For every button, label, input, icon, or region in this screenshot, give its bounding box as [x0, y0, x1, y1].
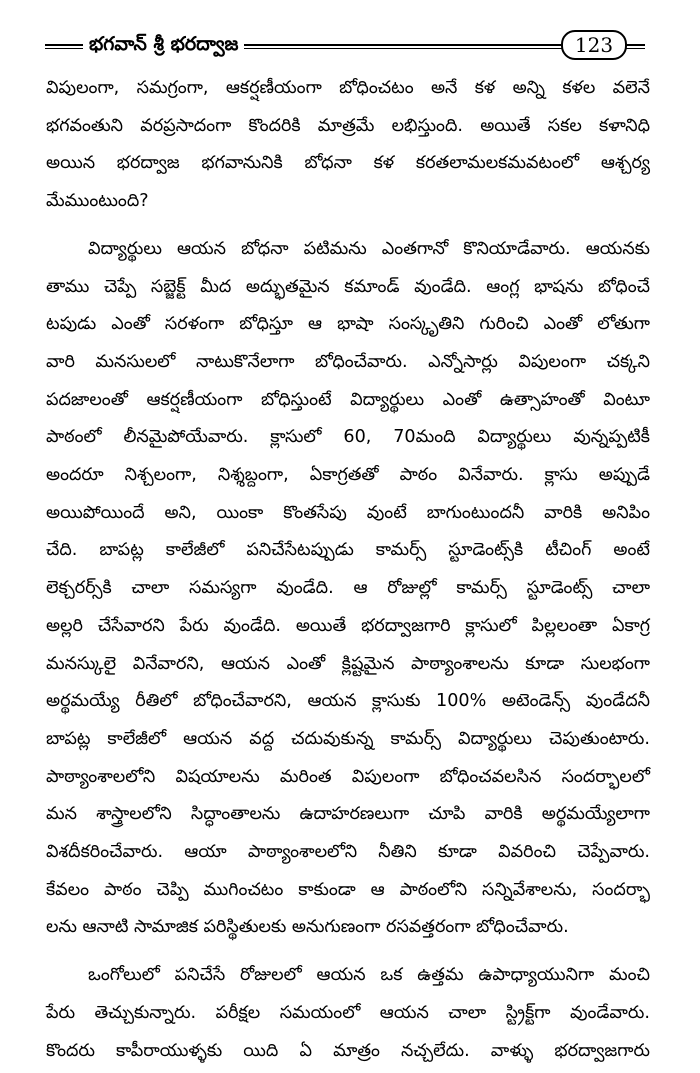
text-line: తాము చెప్పే సబ్జెక్ట్ మీద అద్భుతమైన కమాండ్ వుండేది. ఆంగ్ల భాషను బోధించే	[46, 276, 650, 297]
page-body	[46, 70, 650, 1070]
text-line: విశదీకరించేవారు. ఆయా పాఠ్యాంశాలలోని నీతిని కూడా వివరించి చెప్పేవారు.	[46, 842, 650, 863]
text-line: మన శాస్త్రాలలోని సిద్ధాంతాలను ఉదాహరణలుగా చూపి వారికి అర్థమయ్యేలాగా	[46, 804, 650, 825]
text-line: ఒంగోలులో పనిచేసే రోజులలో ఆయన ఒక ఉత్తమ ఉపాధ్యాయునిగా మంచి	[88, 965, 650, 986]
text-line: భగవంతుని వరప్రసాదంగా కొందరికి మాత్రమే లభిస్తుంది. అయితే సకల కళానిధి	[46, 115, 650, 136]
text-line: టపుడు ఎంతో సరళంగా బోధిస్తూ ఆ భాషా సంస్కృతిని గురించి ఎంతో లోతుగా	[46, 314, 650, 335]
paragraph-3	[46, 957, 650, 1070]
book-title: భగవాన్ శ్రీ భరద్వాజ	[83, 30, 244, 58]
text-line: చేది. బాపట్ల కాలేజీలో పనిచేసేటప్పుడు కామర్స్ స్టూడెంట్స్‌కి టీచింగ్ అంటే	[46, 540, 650, 561]
text-line: పాఠంలో లీనమైపోయేవారు. క్లాసులో 60, 70మంది విద్యార్థులు వున్నప్పటికీ	[46, 427, 650, 448]
paragraph-1	[46, 70, 650, 221]
text-line: అయిన భరద్వాజ భగవానునికి బోధనా కళ కరతలామలకమవటంలో ఆశ్చర్య	[46, 153, 650, 174]
text-line: లను ఆనాటి సామాజిక పరిస్థితులకు అనుగుణంగా రసవత్తరంగా బోధించేవారు.	[46, 917, 569, 938]
text-line: లెక్చరర్స్‌కి చాలా సమస్యగా వుండేది. ఆ రోజుల్లో కామర్స్ స్టూడెంట్స్ చాలా	[46, 578, 650, 599]
text-line: పేరు తెచ్చుకున్నారు. పరీక్షల సమయంలో ఆయన చాలా స్ట్రిక్ట్‌గా వుండేవారు.	[46, 1002, 650, 1023]
text-line: పాఠ్యాంశాలలోని విషయాలను మరింత విపులంగా బోధించవలసిన సందర్భాలలో	[46, 766, 650, 787]
paragraph-2	[46, 231, 650, 947]
text-line: అయిపోయిందే అని, యింకా కొంతసేపు వుంటే బాగుంటుందనీ వారికి అనిపిం	[46, 502, 650, 523]
text-line: కొందరు కాపీరాయుళ్ళకు యిది ఏ మాత్రం నచ్చలేదు. వాళ్ళు భరద్వాజగారు	[46, 1040, 650, 1061]
text-line: అందరూ నిశ్చలంగా, నిశ్శబ్దంగా, ఏకాగ్రతతో పాఠం వినేవారు. క్లాసు అప్పుడే	[46, 465, 650, 486]
text-line: అర్థమయ్యే రీతిలో బోధించేవారని, ఆయన క్లాసుకు 100% అటెండెన్స్ వుండేదనీ	[46, 691, 650, 712]
text-line: కేవలం పాఠం చెప్పి ముగించటం కాకుండా ఆ పాఠంలోని సన్నివేశాలను, సందర్భా	[46, 879, 650, 900]
text-line: విద్యార్థులు ఆయన బోధనా పటిమను ఎంతగానో కొనియాడేవారు. ఆయనకు	[88, 238, 650, 259]
text-line: బాపట్ల కాలేజీలో ఆయన వద్ద చదువుకున్న కామర్స్ విద్యార్థులు చెపుతుంటారు.	[46, 728, 650, 749]
text-line: వారి మనసులలో నాటుకొనేలాగా బోధించేవారు. ఎన్నోసార్లు విపులంగా చక్కని	[46, 351, 650, 372]
text-line: అల్లరి చేసేవారని పేరు వుండేది. అయితే భరద్వాజగారి క్లాసులో పిల్లలంతా ఏకాగ్ర	[46, 615, 650, 636]
page-number: 123	[561, 30, 627, 60]
text-line: పదజాలంతో ఆకర్షణీయంగా బోధిస్తుంటే విద్యార్థులు ఎంతో ఉత్సాహంతో వింటూ	[46, 389, 650, 410]
text-line: మనస్కులై వినేవారని, ఆయన ఎంతో క్లిష్టమైన పాఠ్యాంశాలను కూడా సులభంగా	[46, 653, 650, 674]
text-line: విపులంగా, సమగ్రంగా, ఆకర్షణీయంగా బోధించటం అనే కళ అన్ని కళల వలెనే	[46, 78, 650, 98]
text-line: మేముంటుంది?	[46, 191, 149, 212]
running-header	[45, 30, 645, 60]
